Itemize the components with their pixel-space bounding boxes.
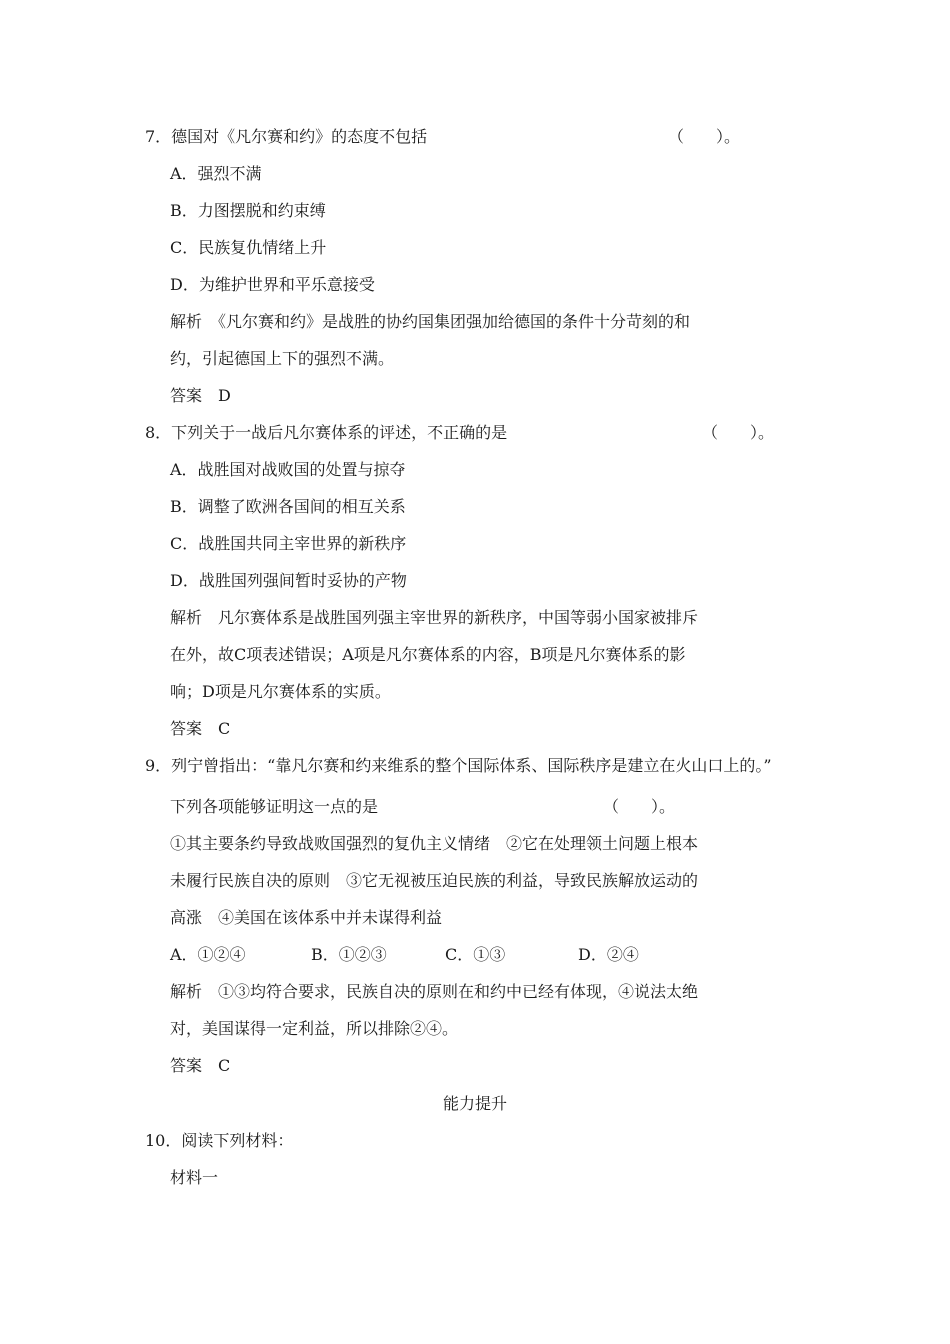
q7-analysis-line-1: 解析 《凡尔赛和约》是战胜的协约国集团强加给德国的条件十分苛刻的和	[170, 312, 691, 331]
q8-option-d: D．战胜国列强间暂时妥协的产物	[170, 571, 407, 590]
q9-statement-line-3: 高涨 ④美国在该体系中并未谋得利益	[170, 908, 443, 927]
q7-option-d: D．为维护世界和平乐意接受	[170, 275, 375, 294]
q7-option-c: C．民族复仇情绪上升	[170, 238, 327, 257]
q7-option-b: B．力图摆脱和约束缚	[170, 201, 326, 220]
q8-option-a: A．战胜国对战败国的处置与掠夺	[170, 460, 406, 479]
q7-option-a: A．强烈不满	[170, 164, 262, 183]
q9-stem-line-2: 下列各项能够证明这一点的是	[170, 797, 379, 816]
section-title: 能力提升	[442, 1094, 507, 1113]
q8-option-c: C．战胜国共同主宰世界的新秩序	[170, 534, 407, 553]
q9-option-a: A．①②④	[170, 945, 246, 964]
q7-stem: 7．德国对《凡尔赛和约》的态度不包括	[145, 127, 428, 146]
q8-option-b: B．调整了欧洲各国间的相互关系	[170, 497, 406, 516]
q9-answer-blank: （ ）。	[603, 797, 676, 816]
q9-option-d: D．②④	[578, 945, 639, 964]
q8-answer-blank: （ ）。	[702, 423, 775, 442]
q9-analysis-line-1: 解析 ①③均符合要求，民族自决的原则在和约中已经有体现，④说法太绝	[170, 982, 699, 1001]
q10-stem: 10．阅读下列材料：	[145, 1131, 294, 1150]
q9-statement-line-1: ①其主要条约导致战败国强烈的复仇主义情绪 ②它在处理领土问题上根本	[170, 834, 699, 853]
q8-analysis-line-2: 在外，故C项表述错误；A项是凡尔赛体系的内容，B项是凡尔赛体系的影	[170, 645, 686, 664]
q7-answer-blank: （ ）。	[668, 127, 741, 146]
q9-statement-line-2: 未履行民族自决的原则 ③它无视被压迫民族的利益，导致民族解放运动的	[170, 871, 699, 890]
q9-option-c: C．①③	[445, 945, 506, 964]
q8-analysis-line-3: 响；D项是凡尔赛体系的实质。	[170, 682, 391, 701]
q7-answer: 答案 D	[170, 386, 231, 405]
q8-stem: 8．下列关于一战后凡尔赛体系的评述，不正确的是	[145, 423, 508, 442]
q9-answer: 答案 C	[170, 1056, 231, 1075]
q9-analysis-line-2: 对，美国谋得一定利益，所以排除②④。	[170, 1019, 459, 1038]
q9-option-b: B．①②③	[311, 945, 387, 964]
q8-answer: 答案 C	[170, 719, 231, 738]
q9-stem: 9．列宁曾指出：“靠凡尔赛和约来维系的整个国际体系、国际秩序是建立在火山口上的。”	[145, 756, 772, 775]
q8-analysis-line-1: 解析 凡尔赛体系是战胜国列强主宰世界的新秩序，中国等弱小国家被排斥	[170, 608, 699, 627]
q10-material-label: 材料一	[170, 1168, 219, 1187]
q7-analysis-line-2: 约，引起德国上下的强烈不满。	[170, 349, 395, 368]
